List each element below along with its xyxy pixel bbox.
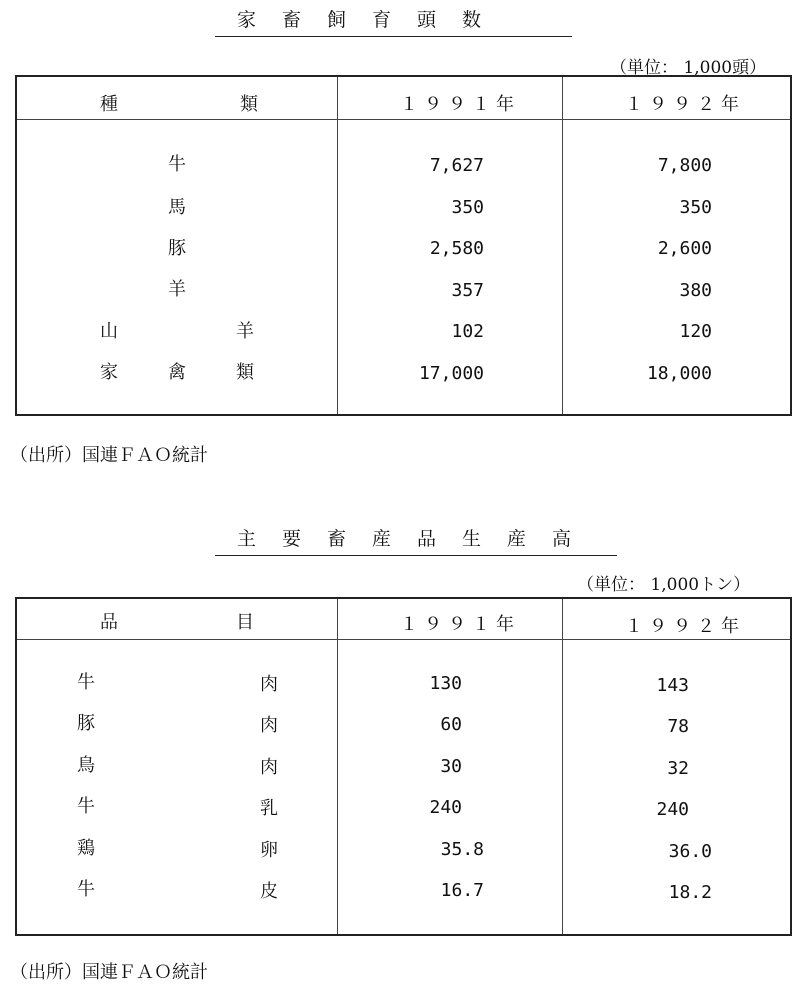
table2-header-item-b: 目 — [236, 612, 254, 633]
table-cell-1992: 2,600 — [657, 238, 712, 259]
table-cell-1992: 36.0 — [668, 841, 712, 862]
table-cell-1991: 130 — [429, 673, 462, 694]
table-cell-1991: 60 — [440, 714, 462, 735]
table-row-label: 肉 — [260, 757, 278, 778]
table1-header-rule — [17, 119, 790, 120]
table-cell-1992: 18.2 — [668, 882, 712, 903]
table-cell-1992: 120 — [679, 321, 712, 342]
table-cell-1991: 17,000 — [418, 363, 484, 384]
table-cell-1992: 350 — [679, 197, 712, 218]
table-cell-1992: 78 — [667, 716, 689, 737]
table-row-label: 羊 — [168, 279, 186, 300]
table-row-label: 家 — [100, 362, 118, 383]
table-cell-1991: 35.8 — [440, 839, 484, 860]
table-cell-1991: 2,580 — [429, 238, 484, 259]
table-row-label: 禽 — [168, 362, 186, 383]
table-row-label: 乳 — [260, 798, 278, 819]
table-row-label: 鶏 — [77, 838, 95, 859]
table-row-label: 山 — [100, 321, 118, 342]
table2-header-1992: １９９２年 — [625, 616, 745, 637]
table1-divider — [337, 77, 338, 414]
table-cell-1991: 350 — [451, 197, 484, 218]
table1-header-1991: １９９１年 — [400, 94, 520, 115]
table1-divider — [562, 77, 563, 414]
table-row-label: 牛 — [168, 154, 186, 175]
table2-unit: （単位： 1,000トン） — [577, 575, 751, 595]
table-row-label: 鳥 — [77, 755, 95, 776]
table-cell-1992: 240 — [656, 799, 689, 820]
table-cell-1992: 32 — [667, 758, 689, 779]
table-row-label: 卵 — [260, 840, 278, 861]
table-cell-1991: 30 — [440, 756, 462, 777]
table-cell-1991: 357 — [451, 280, 484, 301]
table2-source: （出所）国連ＦＡＯ統計 — [10, 962, 208, 983]
table-row-label: 類 — [236, 362, 254, 383]
table-cell-1991: 240 — [429, 797, 462, 818]
table2-header-1991: １９９１年 — [400, 614, 520, 635]
table-row-label: 豚 — [77, 713, 95, 734]
table2-divider — [562, 599, 563, 934]
table-cell-1992: 7,800 — [657, 155, 712, 176]
table-cell-1991: 16.7 — [440, 880, 484, 901]
table-cell-1992: 143 — [656, 675, 689, 696]
table-row-label: 牛 — [77, 796, 95, 817]
table-cell-1992: 18,000 — [646, 363, 712, 384]
table-row-label: 豚 — [168, 238, 186, 259]
table-row-label: 牛 — [77, 672, 95, 693]
table1-header-1992: １９９２年 — [625, 94, 745, 115]
table1-header-kind-b: 類 — [240, 94, 258, 115]
table2-divider — [337, 599, 338, 934]
table-row-label: 羊 — [236, 321, 254, 342]
table-row-label: 肉 — [260, 674, 278, 695]
table-row-label: 皮 — [260, 881, 278, 902]
table-cell-1991: 7,627 — [429, 155, 484, 176]
table-cell-1991: 102 — [451, 321, 484, 342]
table-cell-1992: 380 — [679, 280, 712, 301]
table1-unit: （単位： 1,000頭） — [610, 58, 767, 78]
table1-source: （出所）国連ＦＡＯ統計 — [10, 445, 208, 466]
table-row-label: 牛 — [77, 879, 95, 900]
table-row-label: 馬 — [168, 197, 186, 218]
table2-header-item-a: 品 — [100, 612, 118, 633]
table2-title: 主要畜産品生産高 — [215, 527, 617, 556]
table1-title: 家畜飼育頭数 — [215, 8, 572, 37]
table1-header-kind-a: 種 — [100, 94, 118, 115]
table-row-label: 肉 — [260, 715, 278, 736]
table2-header-rule — [17, 639, 790, 640]
